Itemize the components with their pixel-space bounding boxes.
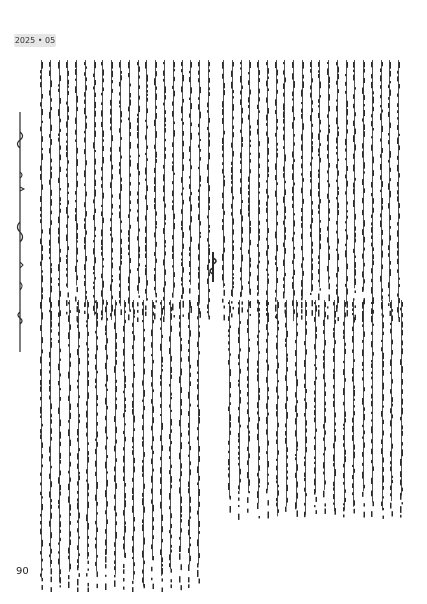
mongolian-text-line <box>172 60 175 322</box>
mongolian-text-line <box>128 60 131 322</box>
mongolian-text-line <box>314 300 317 520</box>
mongolian-text-line <box>323 300 326 520</box>
mongolian-text-line <box>240 60 243 322</box>
mongolian-text-line <box>189 60 192 322</box>
issue-tag: 2025 • 05 <box>14 36 56 45</box>
mongolian-text-line <box>198 60 201 322</box>
mongolian-text-line <box>169 300 172 592</box>
mongolian-text-line <box>327 60 330 322</box>
mongolian-text-line <box>371 60 374 322</box>
mongolian-text-line <box>266 300 269 520</box>
mongolian-text-line <box>119 60 122 322</box>
mongolian-text-line <box>151 300 154 592</box>
mongolian-text-line <box>352 300 355 520</box>
mongolian-text-line <box>304 300 307 520</box>
mongolian-text-line <box>283 60 286 322</box>
mongolian-text-line <box>362 60 365 322</box>
mongolian-text-line <box>110 60 113 322</box>
text-column-lower <box>40 300 200 592</box>
page-number: 90 <box>16 566 29 577</box>
mongolian-text-line <box>222 60 225 322</box>
mongolian-text-line <box>154 60 157 322</box>
mongolian-text-line <box>285 300 288 520</box>
mongolian-text-line <box>49 300 52 592</box>
mongolian-text-line <box>86 300 89 592</box>
mongolian-text-line <box>301 60 304 322</box>
mongolian-text-line <box>49 60 52 322</box>
mongolian-text-line <box>292 60 295 322</box>
mongolian-text-line <box>381 300 384 520</box>
mongolian-text-line <box>275 60 278 322</box>
mongolian-text-line <box>58 300 61 592</box>
text-column-upper <box>40 60 210 322</box>
mongolian-text-line <box>343 300 346 520</box>
mongolian-text-line <box>207 60 210 322</box>
mongolian-text-line <box>105 300 108 592</box>
mongolian-text-line <box>318 60 321 322</box>
mongolian-text-line <box>68 300 71 592</box>
mongolian-text-line <box>310 60 313 322</box>
mongolian-text-line <box>238 300 241 520</box>
mongolian-text-line <box>142 300 145 592</box>
mongolian-text-line <box>390 300 393 520</box>
mongolian-text-line <box>266 60 269 322</box>
text-column-lower-right <box>228 300 403 520</box>
mongolian-text-line <box>353 60 356 322</box>
mongolian-text-line <box>247 300 250 520</box>
mongolian-text-line <box>345 60 348 322</box>
mongolian-text-line <box>114 300 117 592</box>
mongolian-text-line <box>397 60 400 322</box>
mongolian-text-line <box>362 300 365 520</box>
mongolian-text-line <box>181 60 184 322</box>
mongolian-text-line <box>179 300 182 592</box>
mongolian-text-line <box>145 60 148 322</box>
mongolian-text-line <box>58 60 61 322</box>
running-header-ornament <box>14 112 26 352</box>
mongolian-text-line <box>295 300 298 520</box>
mongolian-text-line <box>132 300 135 592</box>
mongolian-text-line <box>160 300 163 592</box>
section-title-glyph <box>205 252 221 282</box>
mongolian-text-line <box>380 60 383 322</box>
mongolian-text-line <box>188 300 191 592</box>
mongolian-text-line <box>248 60 251 322</box>
mongolian-text-line <box>333 300 336 520</box>
mongolian-text-line <box>77 300 80 592</box>
mongolian-text-line <box>101 60 104 322</box>
mongolian-text-line <box>95 300 98 592</box>
mongolian-text-line <box>93 60 96 322</box>
mongolian-text-line <box>336 60 339 322</box>
mongolian-text-line <box>231 60 234 322</box>
mongolian-text-line <box>228 300 231 520</box>
text-column-upper-right <box>222 60 400 322</box>
mongolian-text-line <box>400 300 403 520</box>
mongolian-text-line <box>40 60 43 322</box>
mongolian-text-line <box>257 60 260 322</box>
mongolian-text-line <box>276 300 279 520</box>
mongolian-text-line <box>371 300 374 520</box>
mongolian-text-line <box>123 300 126 592</box>
mongolian-text-line <box>137 60 140 322</box>
mongolian-text-line <box>75 60 78 322</box>
mongolian-text-line <box>66 60 69 322</box>
mongolian-text-line <box>40 300 43 592</box>
mongolian-text-line <box>163 60 166 322</box>
mongolian-text-line <box>388 60 391 322</box>
mongolian-text-line <box>197 300 200 592</box>
mongolian-text-line <box>84 60 87 322</box>
mongolian-text-line <box>257 300 260 520</box>
